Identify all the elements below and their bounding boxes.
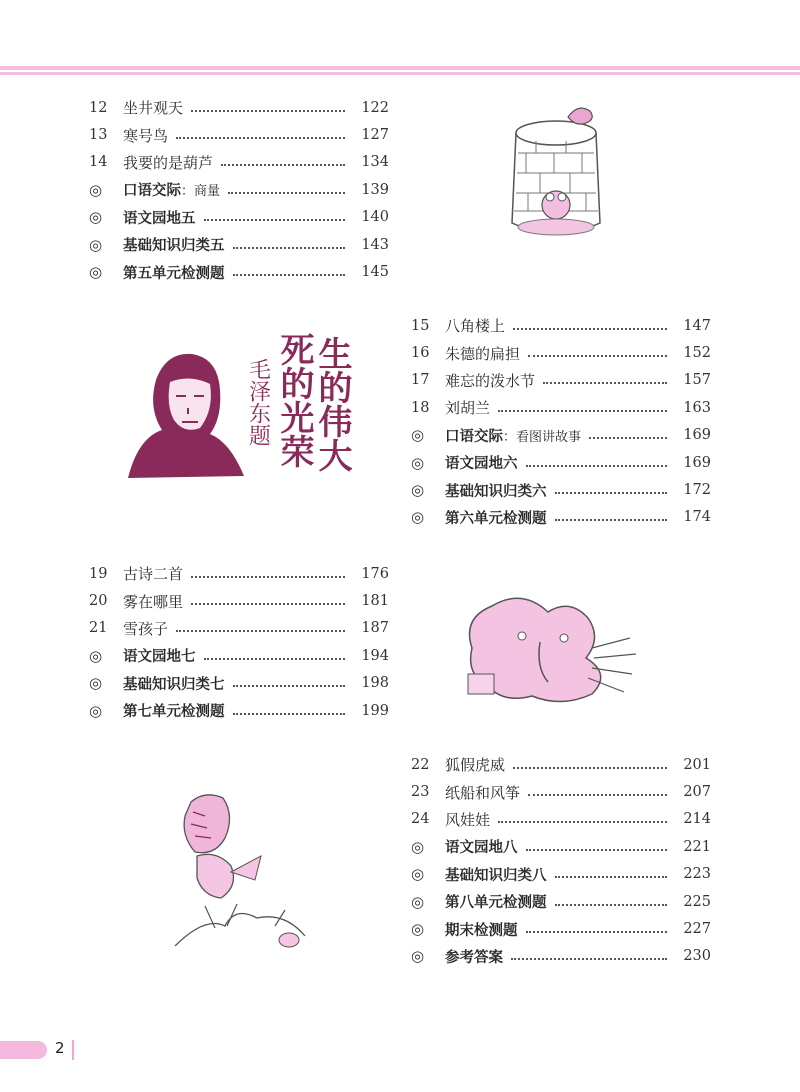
toc-entry-page: 169: [683, 454, 711, 471]
dot-leader: [204, 658, 346, 660]
dot-leader: [526, 849, 668, 851]
dot-leader: [204, 219, 346, 221]
toc-entry-title: [123, 591, 183, 612]
toc-entry-title: [123, 97, 183, 118]
dot-leader: [176, 630, 345, 632]
toc-entry: [411, 943, 711, 970]
toc-entry-page: 214: [683, 811, 711, 828]
toc-entry-title: [445, 370, 535, 391]
bullet-icon: ◎: [411, 837, 425, 856]
dot-leader: [498, 410, 667, 412]
dot-leader: [228, 192, 345, 194]
toc-entry-subtitle: ：看图讲故事: [503, 429, 582, 445]
calligraphy-col-2: 死的光荣: [274, 332, 314, 468]
calligraphy-signature: 毛泽东题: [245, 358, 271, 446]
dot-leader: [498, 821, 667, 823]
toc-entry-title: [445, 946, 503, 967]
footer-page-tab: [0, 1041, 47, 1059]
toc-entry-page: 145: [361, 264, 389, 281]
lesson-number: 16: [411, 345, 430, 362]
dot-leader: [233, 274, 346, 276]
dot-leader: [589, 437, 667, 439]
toc-entry-page: 227: [683, 921, 711, 938]
toc-entry: [89, 587, 389, 614]
dot-leader: [555, 492, 668, 494]
footer-divider: [72, 1040, 74, 1060]
toc-entry-page: 152: [683, 345, 711, 362]
bullet-icon: ◎: [89, 263, 103, 282]
dot-leader: [555, 904, 668, 906]
lesson-number: 24: [411, 811, 430, 828]
bullet-icon: ◎: [89, 235, 103, 254]
toc-entry-page: 176: [361, 565, 389, 582]
toc-entry-page: 139: [361, 181, 389, 198]
toc-entry-title: [445, 754, 505, 775]
toc-entry: [89, 149, 389, 176]
toc-entry-page: 181: [361, 593, 389, 610]
toc-entry-title-text: 基础知识归类八: [445, 867, 547, 884]
toc-entry-title: [445, 343, 520, 364]
fox-tiger-illustration: [165, 786, 315, 966]
toc-entry-title: [123, 673, 225, 694]
toc-entry-page: 143: [361, 236, 389, 253]
toc-unit6: [411, 312, 711, 531]
dot-leader: [543, 382, 667, 384]
page-number: 2: [55, 1039, 65, 1057]
toc-entry-title-text: 期末检测题: [445, 922, 518, 939]
toc-entry-title-text: 语文园地五: [123, 210, 196, 227]
toc-entry-page: 207: [683, 784, 711, 801]
toc-entry-title-text: 语文园地八: [445, 840, 518, 857]
toc-entry-title-text: 难忘的泼水节: [445, 371, 536, 390]
lesson-number: 19: [89, 565, 108, 582]
toc-entry-title-text: 古诗二首: [123, 565, 184, 584]
toc-entry: [89, 176, 389, 203]
toc-entry: [411, 394, 711, 421]
toc-entry-title-text: 参考答案: [445, 949, 503, 966]
toc-entry-title: [123, 645, 196, 666]
toc-entry-title-text: 口语交际: [123, 183, 181, 200]
toc-entry-title-text: 坐井观天: [123, 99, 184, 118]
bullet-icon: ◎: [89, 180, 103, 199]
bullet-icon: ◎: [411, 947, 425, 966]
bullet-icon: ◎: [89, 646, 103, 665]
lesson-number: 17: [411, 372, 430, 389]
toc-entry: [411, 915, 711, 942]
bullet-icon: ◎: [411, 920, 425, 939]
toc-entry-page: 134: [361, 154, 389, 171]
toc-entry-page: 223: [683, 866, 711, 883]
toc-entry-title: [445, 782, 520, 803]
toc-entry-title-text: 语文园地六: [445, 456, 518, 473]
toc-entry-page: 187: [361, 620, 389, 637]
dot-leader: [526, 465, 668, 467]
toc-entry-title: [123, 207, 196, 228]
toc-entry-page: 122: [361, 99, 389, 116]
dot-leader: [191, 110, 345, 112]
bullet-icon: ◎: [411, 892, 425, 911]
bullet-icon: ◎: [89, 674, 103, 693]
toc-entry: [89, 670, 389, 697]
toc-entry-page: 157: [683, 372, 711, 389]
lesson-number: 21: [89, 620, 108, 637]
toc-entry-title: [123, 563, 183, 584]
toc-entry-title-text: 风娃娃: [445, 810, 491, 829]
toc-entry-page: 221: [683, 838, 711, 855]
lesson-number: 20: [89, 593, 108, 610]
toc-entry-title: [445, 480, 547, 501]
dot-leader: [513, 328, 667, 330]
toc-entry-title: [445, 919, 518, 940]
toc-entry-title: [123, 262, 225, 283]
bullet-icon: ◎: [411, 865, 425, 884]
dot-leader: [526, 931, 668, 933]
toc-entry: [89, 642, 389, 669]
toc-entry: [89, 258, 389, 285]
toc-entry-title-text: 纸船和风筝: [445, 783, 521, 802]
toc-entry-page: 140: [361, 209, 389, 226]
toc-entry-title: [445, 891, 547, 912]
toc-entry-title-text: 基础知识归类七: [123, 676, 225, 693]
dot-leader: [233, 247, 346, 249]
bullet-icon: ◎: [411, 453, 425, 472]
dot-leader: [513, 767, 667, 769]
dot-leader: [233, 685, 346, 687]
toc-entry-page: 194: [361, 647, 389, 664]
toc-entry: [411, 367, 711, 394]
toc-entry-title: [445, 397, 490, 418]
toc-entry-page: 163: [683, 399, 711, 416]
toc-entry: [89, 94, 389, 121]
calligraphy-col-1: 生的伟大: [312, 336, 352, 472]
toc-entry-title: [123, 700, 225, 721]
toc-entry-title-text: 第七单元检测题: [123, 704, 225, 721]
toc-entry-page: 199: [361, 702, 389, 719]
dot-leader: [191, 576, 345, 578]
dot-leader: [176, 137, 345, 139]
toc-entry-title-text: 狐假虎威: [445, 756, 506, 775]
toc-entry-page: 169: [683, 427, 711, 444]
toc-entry-title-text: 第五单元检测题: [123, 265, 225, 282]
toc-entry-page: 201: [683, 756, 711, 773]
toc-entry-page: 127: [361, 127, 389, 144]
toc-entry: [411, 422, 711, 449]
toc-entry-title-text: 基础知识归类六: [445, 483, 547, 500]
bullet-icon: ◎: [411, 481, 425, 500]
toc-entry-title-text: 口语交际: [445, 428, 503, 445]
lesson-number: 23: [411, 784, 430, 801]
top-band: [0, 66, 800, 70]
toc-entry-title: [445, 452, 518, 473]
toc-entry: [411, 861, 711, 888]
dot-leader: [511, 958, 667, 960]
lesson-number: 14: [89, 154, 108, 171]
toc-entry-title-text: 刘胡兰: [445, 399, 491, 418]
toc-entry-page: 174: [683, 509, 711, 526]
toc-entry-title-text: 八角楼上: [445, 317, 506, 336]
toc-entry-page: 225: [683, 893, 711, 910]
lesson-number: 13: [89, 127, 108, 144]
toc-entry: [411, 888, 711, 915]
bullet-icon: ◎: [89, 701, 103, 720]
toc-entry-page: 147: [683, 317, 711, 334]
toc-entry-title-text: 第六单元检测题: [445, 510, 547, 527]
toc-entry-page: 230: [683, 948, 711, 965]
toc-unit7: [89, 560, 389, 724]
toc-entry-title-text: 第八单元检测题: [445, 895, 547, 912]
toc-entry: [89, 231, 389, 258]
toc-entry-title: [445, 809, 490, 830]
toc-entry: [89, 615, 389, 642]
toc-unit5: [89, 94, 389, 286]
toc-entry-title: [123, 125, 168, 146]
toc-entry: [411, 806, 711, 833]
toc-entry-title-text: 朱德的扁担: [445, 344, 521, 363]
toc-entry-title: [445, 315, 505, 336]
toc-entry: [89, 204, 389, 231]
toc-entry-title: [123, 152, 213, 173]
toc-entry: [411, 339, 711, 366]
bullet-icon: ◎: [411, 508, 425, 527]
toc-entry: [411, 833, 711, 860]
toc-entry-title-text: 雪孩子: [123, 619, 169, 638]
toc-entry-title: [445, 507, 547, 528]
frog-in-well-illustration: [496, 93, 616, 243]
toc-entry-subtitle: ：商量: [181, 184, 221, 200]
lesson-number: 12: [89, 99, 108, 116]
portrait-calligraphy-illustration: [118, 318, 358, 490]
toc-entry-page: 198: [361, 675, 389, 692]
bullet-icon: ◎: [89, 208, 103, 227]
toc-entry-page: 172: [683, 482, 711, 499]
toc-entry: [411, 751, 711, 778]
toc-entry-title-text: 基础知识归类五: [123, 238, 225, 255]
toc-entry: [411, 778, 711, 805]
dot-leader: [221, 164, 345, 166]
dot-leader: [528, 355, 667, 357]
toc-entry: [89, 121, 389, 148]
lesson-number: 22: [411, 756, 430, 773]
toc-entry-title-text: 语文园地七: [123, 649, 196, 666]
toc-entry: [411, 449, 711, 476]
toc-entry-title: [123, 234, 225, 255]
toc-entry-title: [123, 618, 168, 639]
toc-entry: [89, 697, 389, 724]
elephant-illustration: [452, 578, 642, 723]
dot-leader: [555, 519, 668, 521]
toc-entry-title: [445, 836, 518, 857]
toc-entry-title-text: 雾在哪里: [123, 592, 184, 611]
lesson-number: 18: [411, 399, 430, 416]
toc-entry-title-text: 我要的是葫芦: [123, 153, 214, 172]
toc-entry: [411, 476, 711, 503]
dot-leader: [555, 876, 668, 878]
dot-leader: [528, 794, 667, 796]
lesson-number: 15: [411, 317, 430, 334]
toc-entry-title: [445, 425, 581, 446]
toc-entry-title-text: 寒号鸟: [123, 126, 169, 145]
dot-leader: [233, 713, 346, 715]
toc-entry: [411, 504, 711, 531]
toc-entry-title: [123, 179, 220, 200]
top-band-secondary: [0, 72, 800, 75]
bullet-icon: ◎: [411, 426, 425, 445]
dot-leader: [191, 603, 345, 605]
toc-entry-title: [445, 864, 547, 885]
toc-entry: [411, 312, 711, 339]
toc-entry: [89, 560, 389, 587]
toc-unit8: [411, 751, 711, 970]
